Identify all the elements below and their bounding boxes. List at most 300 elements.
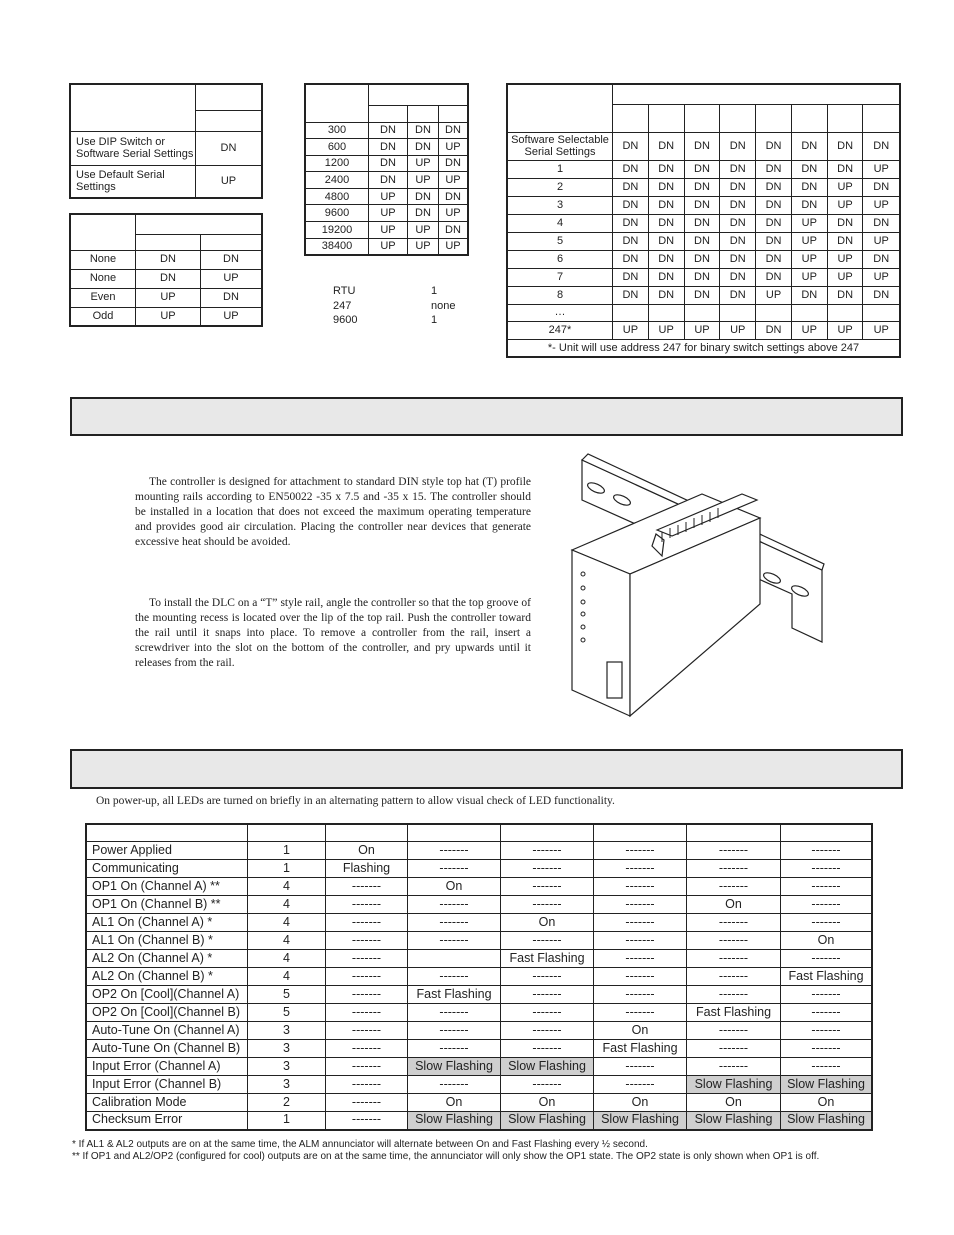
table-cell: -------	[594, 968, 687, 986]
table-cell: -------	[687, 932, 781, 950]
table-cell: On	[781, 1094, 873, 1112]
table-cell: UP	[408, 172, 439, 189]
table-cell: -------	[687, 986, 781, 1004]
table-row	[507, 268, 900, 286]
table-cell: UP	[791, 250, 827, 268]
table-cell: -------	[594, 878, 687, 896]
table-cell: -------	[408, 1076, 501, 1094]
table-cell: 1	[248, 860, 326, 878]
table-cell: -------	[326, 1004, 408, 1022]
table-cell: DN	[863, 132, 900, 160]
table-cell: -------	[326, 896, 408, 914]
table-cell: DN	[613, 286, 649, 304]
table-cell: DN	[201, 288, 263, 307]
table-cell: DN	[648, 214, 684, 232]
table-row	[86, 878, 872, 896]
table-cell: DN	[863, 250, 900, 268]
table-cell	[684, 304, 720, 321]
table-cell: UP	[863, 232, 900, 250]
table-cell: DN	[791, 286, 827, 304]
table-cell: -------	[594, 950, 687, 968]
table-cell: Calibration Mode	[86, 1094, 248, 1112]
table-cell: On	[781, 932, 873, 950]
table-cell: UP	[827, 250, 863, 268]
table-cell: DN	[613, 232, 649, 250]
table-cell: UP	[439, 238, 469, 255]
table-cell: AL1 On (Channel A) *	[86, 914, 248, 932]
table-row	[507, 250, 900, 268]
table-cell: UP	[136, 307, 201, 326]
table-cell: -------	[594, 842, 687, 860]
table-cell: UP	[648, 321, 684, 339]
table-row	[305, 188, 468, 205]
table-cell: DN	[408, 188, 439, 205]
table-cell: UP	[369, 222, 408, 239]
table-cell: DN	[648, 132, 684, 160]
table-row	[70, 165, 262, 198]
installation-text	[135, 475, 531, 550]
table-cell: UP	[369, 238, 408, 255]
table-cell: DN	[439, 122, 469, 139]
table-cell: Slow Flashing	[501, 1058, 594, 1076]
table-cell: -------	[594, 1004, 687, 1022]
table-cell: Slow Flashing	[781, 1112, 873, 1130]
default-mode: RTU	[333, 285, 356, 297]
table-cell	[827, 304, 863, 321]
table-cell: DN	[648, 178, 684, 196]
table-row	[86, 968, 872, 986]
table-cell: -------	[687, 1040, 781, 1058]
table-cell: -------	[781, 860, 873, 878]
table-cell: -------	[408, 896, 501, 914]
table-cell: -------	[781, 986, 873, 1004]
table-cell: UP	[827, 321, 863, 339]
table-cell: 2400	[305, 172, 369, 189]
default-value: 1	[431, 314, 438, 326]
table-cell: UP	[201, 269, 263, 288]
table-row	[86, 1076, 872, 1094]
table-cell: DN	[827, 132, 863, 160]
table-cell: DN	[756, 196, 792, 214]
table-cell: 5	[248, 986, 326, 1004]
table-cell: DN	[613, 178, 649, 196]
table-cell: -------	[501, 842, 594, 860]
table-cell: DN	[720, 268, 756, 286]
table-row	[507, 304, 900, 321]
table-cell: -------	[326, 1094, 408, 1112]
table-row	[305, 222, 468, 239]
table-cell: -------	[594, 1076, 687, 1094]
table-cell: 4800	[305, 188, 369, 205]
table-cell: Input Error (Channel A)	[86, 1058, 248, 1076]
installation-text	[135, 596, 531, 671]
table-cell: DN	[136, 250, 201, 269]
table-cell: DN	[720, 250, 756, 268]
address-footnote: *- Unit will use address 247 for binary switch settings above 247	[507, 339, 900, 357]
table-cell: -------	[781, 1022, 873, 1040]
table-cell: UP	[863, 196, 900, 214]
table-cell: DN	[684, 214, 720, 232]
table-cell: -------	[781, 1058, 873, 1076]
table-cell: 3	[248, 1022, 326, 1040]
table-cell: DN	[369, 155, 408, 172]
table-cell: -------	[501, 896, 594, 914]
table-cell: Slow Flashing	[687, 1076, 781, 1094]
table-row	[507, 178, 900, 196]
table-cell: -------	[594, 896, 687, 914]
table-cell: 1	[248, 1112, 326, 1130]
table-row	[507, 160, 900, 178]
table-cell: DN	[196, 131, 263, 165]
table-row	[305, 172, 468, 189]
table-cell	[613, 304, 649, 321]
table-cell: -------	[501, 1004, 594, 1022]
table-cell: DN	[201, 250, 263, 269]
table-cell: DN	[863, 178, 900, 196]
section-header-bar	[70, 749, 903, 789]
table-cell: UP	[196, 165, 263, 198]
table-cell	[720, 304, 756, 321]
table-row	[507, 132, 900, 160]
table-cell: -------	[687, 860, 781, 878]
table-cell: -------	[408, 914, 501, 932]
table-cell: -------	[501, 860, 594, 878]
table-cell: DN	[756, 178, 792, 196]
table-cell: -------	[408, 1040, 501, 1058]
table-cell: Power Applied	[86, 842, 248, 860]
table-cell: Auto-Tune On (Channel A)	[86, 1022, 248, 1040]
table-cell: DN	[863, 286, 900, 304]
table-cell: DN	[756, 232, 792, 250]
installation-paragraph: The controller is designed for attachment to standard DIN style top hat (T) profile mounting rails according to EN50022 -35 x 7.5 and -35 x 15. The controller should be installed in a location that does not exceed the maximum operating temperature and provides good air circulation. Placing the controller near devices that generate excessive heat should be avoided.	[135, 476, 531, 548]
serial-settings-source-table	[69, 83, 263, 199]
table-cell: Input Error (Channel B)	[86, 1076, 248, 1094]
table-cell: -------	[501, 968, 594, 986]
table-cell: 4	[248, 950, 326, 968]
table-cell: -------	[501, 1040, 594, 1058]
table-cell: DN	[613, 250, 649, 268]
table-cell: DN	[827, 160, 863, 178]
table-cell: 1	[507, 160, 613, 178]
table-cell: UP	[720, 321, 756, 339]
table-cell: -------	[594, 1058, 687, 1076]
table-row	[507, 321, 900, 339]
table-cell: 38400	[305, 238, 369, 255]
table-cell: AL2 On (Channel A) *	[86, 950, 248, 968]
default-value: none	[431, 299, 456, 312]
parity-table	[69, 213, 263, 327]
table-cell: Use Default Serial Settings	[70, 165, 196, 198]
table-cell: -------	[501, 1022, 594, 1040]
table-cell: UP	[201, 307, 263, 326]
table-cell: DN	[439, 222, 469, 239]
table-cell: -------	[594, 860, 687, 878]
table-cell: -------	[687, 1022, 781, 1040]
table-cell: DN	[613, 268, 649, 286]
table-cell: -------	[594, 986, 687, 1004]
table-cell: DN	[791, 196, 827, 214]
table-cell: 300	[305, 122, 369, 139]
table-cell: DN	[439, 188, 469, 205]
table-cell: On	[501, 914, 594, 932]
table-cell: UP	[756, 286, 792, 304]
table-cell: -------	[326, 932, 408, 950]
table-row	[70, 288, 262, 307]
table-cell: UP	[684, 321, 720, 339]
table-cell: -------	[326, 986, 408, 1004]
table-cell: -------	[326, 914, 408, 932]
table-cell: 8	[507, 286, 613, 304]
table-cell: 5	[507, 232, 613, 250]
table-row	[507, 286, 900, 304]
table-cell: 19200	[305, 222, 369, 239]
table-cell: -------	[326, 1076, 408, 1094]
table-cell: DN	[648, 232, 684, 250]
table-cell: DN	[720, 178, 756, 196]
table-cell: -------	[781, 878, 873, 896]
table-row	[86, 1058, 872, 1076]
table-cell: Slow Flashing	[408, 1058, 501, 1076]
table-cell: 3	[248, 1058, 326, 1076]
table-cell: DN	[613, 214, 649, 232]
table-row	[86, 1022, 872, 1040]
table-cell: -------	[687, 914, 781, 932]
din-rail-controller-illustration	[552, 452, 832, 720]
table-cell: -------	[594, 932, 687, 950]
table-cell: AL1 On (Channel B) *	[86, 932, 248, 950]
table-cell: 1	[248, 842, 326, 860]
table-cell: -------	[408, 842, 501, 860]
table-cell: DN	[408, 122, 439, 139]
table-cell: Fast Flashing	[408, 986, 501, 1004]
table-row	[86, 932, 872, 950]
table-cell: DN	[791, 178, 827, 196]
table-cell: On	[326, 842, 408, 860]
table-row	[86, 860, 872, 878]
table-cell: Slow Flashing	[594, 1112, 687, 1130]
table-cell: -------	[781, 1040, 873, 1058]
led-status-table	[85, 823, 873, 1131]
table-row	[86, 914, 872, 932]
table-row	[305, 155, 468, 172]
table-cell: UP	[827, 178, 863, 196]
table-cell: 600	[305, 139, 369, 156]
table-cell: UP	[408, 222, 439, 239]
table-cell: -------	[326, 1058, 408, 1076]
table-cell: -------	[408, 968, 501, 986]
table-row	[86, 1112, 872, 1130]
table-cell: Software Selectable Serial Settings	[507, 132, 613, 160]
table-row	[86, 842, 872, 860]
table-cell: UP	[439, 172, 469, 189]
table-cell: -------	[687, 878, 781, 896]
table-cell: Slow Flashing	[501, 1112, 594, 1130]
led-intro-text: On power-up, all LEDs are turned on briefly in an alternating pattern to allow visual check of LED functionality.	[96, 795, 615, 807]
default-baud: 9600	[333, 314, 358, 326]
table-cell: DN	[756, 250, 792, 268]
table-cell: Slow Flashing	[687, 1112, 781, 1130]
table-cell: -------	[326, 878, 408, 896]
table-cell: UP	[863, 160, 900, 178]
table-row	[86, 950, 872, 968]
table-cell: DN	[863, 214, 900, 232]
table-cell: UP	[408, 155, 439, 172]
table-cell: UP	[827, 196, 863, 214]
table-cell: UP	[791, 214, 827, 232]
table-cell: UP	[369, 188, 408, 205]
table-cell: -------	[687, 950, 781, 968]
table-cell: UP	[791, 232, 827, 250]
table-cell: DN	[648, 268, 684, 286]
table-cell: -------	[501, 878, 594, 896]
table-cell: Fast Flashing	[687, 1004, 781, 1022]
table-cell: UP	[439, 139, 469, 156]
table-row	[305, 122, 468, 139]
table-cell: DN	[720, 214, 756, 232]
table-cell: On	[594, 1022, 687, 1040]
table-row	[86, 1004, 872, 1022]
table-cell: Communicating	[86, 860, 248, 878]
table-cell: Fast Flashing	[781, 968, 873, 986]
table-cell: DN	[648, 196, 684, 214]
table-cell: OP1 On (Channel A) **	[86, 878, 248, 896]
table-row	[305, 205, 468, 222]
table-cell: -------	[501, 986, 594, 1004]
table-cell: On	[594, 1094, 687, 1112]
table-cell: 6	[507, 250, 613, 268]
table-row	[86, 1094, 872, 1112]
table-cell: DN	[791, 132, 827, 160]
table-cell: Odd	[70, 307, 136, 326]
table-cell: Auto-Tune On (Channel B)	[86, 1040, 248, 1058]
table-cell: 7	[507, 268, 613, 286]
table-cell: Flashing	[326, 860, 408, 878]
table-cell: DN	[684, 268, 720, 286]
table-cell: 3	[248, 1076, 326, 1094]
table-cell: DN	[720, 132, 756, 160]
table-cell: -------	[501, 1076, 594, 1094]
table-cell: DN	[756, 321, 792, 339]
table-cell: -------	[781, 842, 873, 860]
table-cell: -------	[326, 950, 408, 968]
table-cell: UP	[791, 321, 827, 339]
table-cell: DN	[408, 139, 439, 156]
table-row	[70, 307, 262, 326]
table-cell: On	[501, 1094, 594, 1112]
table-cell: DN	[684, 232, 720, 250]
table-cell: -------	[781, 896, 873, 914]
table-cell: 4	[248, 968, 326, 986]
table-cell: OP2 On [Cool](Channel B)	[86, 1004, 248, 1022]
table-cell: DN	[408, 205, 439, 222]
table-cell: -------	[408, 1004, 501, 1022]
section-header-bar	[70, 397, 903, 436]
table-cell: AL2 On (Channel B) *	[86, 968, 248, 986]
table-row	[86, 1040, 872, 1058]
table-cell: DN	[648, 286, 684, 304]
table-cell: DN	[369, 172, 408, 189]
table-cell: -------	[326, 1022, 408, 1040]
table-row	[305, 139, 468, 156]
table-cell	[791, 304, 827, 321]
table-cell	[863, 304, 900, 321]
table-cell: 3	[248, 1040, 326, 1058]
table-cell: -------	[326, 968, 408, 986]
table-cell: …	[507, 304, 613, 321]
table-cell: DN	[684, 178, 720, 196]
table-cell: UP	[827, 268, 863, 286]
table-cell: DN	[684, 132, 720, 160]
table-cell: Fast Flashing	[501, 950, 594, 968]
table-cell: Fast Flashing	[594, 1040, 687, 1058]
table-cell: OP2 On [Cool](Channel A)	[86, 986, 248, 1004]
table-cell: UP	[136, 288, 201, 307]
table-cell: 5	[248, 1004, 326, 1022]
table-cell: DN	[827, 214, 863, 232]
table-cell: On	[408, 878, 501, 896]
address-table	[506, 83, 901, 358]
table-cell: DN	[827, 286, 863, 304]
table-cell: 4	[248, 914, 326, 932]
table-cell: -------	[594, 914, 687, 932]
table-cell: UP	[408, 238, 439, 255]
table-cell: Slow Flashing	[781, 1076, 873, 1094]
led-footnote: ** If OP1 and AL2/OP2 (configured for cool) outputs are on at the same time, the annunciator will only show the OP1 state. The OP2 state is only shown when OP1 is off.	[72, 1151, 820, 1162]
table-cell: -------	[326, 1112, 408, 1130]
table-cell: -------	[687, 1058, 781, 1076]
table-cell: DN	[684, 196, 720, 214]
table-cell: -------	[326, 1040, 408, 1058]
default-settings-values	[431, 284, 455, 328]
table-cell: DN	[684, 286, 720, 304]
led-footnote: * If AL1 & AL2 outputs are on at the same time, the ALM annunciator will alternate between On and Fast Flashing every ½ second.	[72, 1139, 648, 1150]
table-cell: 4	[248, 878, 326, 896]
installation-paragraph: To install the DLC on a “T” style rail, angle the controller so that the top groove of the mounting recess is located over the lip of the top rail. Push the controller toward the rail until it snaps into place. To remove a controller from the rail, insert a screwdriver into the slot on the bottom of the controller, and pry upwards until it releases from the rail.	[135, 597, 531, 669]
table-cell: DN	[684, 160, 720, 178]
table-cell: -------	[781, 1004, 873, 1022]
table-cell: DN	[613, 196, 649, 214]
table-cell: 4	[507, 214, 613, 232]
table-row	[86, 986, 872, 1004]
table-cell: DN	[684, 250, 720, 268]
table-cell: DN	[720, 232, 756, 250]
table-cell: DN	[827, 232, 863, 250]
table-cell: DN	[648, 160, 684, 178]
table-cell: 1200	[305, 155, 369, 172]
table-cell: 4	[248, 932, 326, 950]
table-cell: UP	[863, 268, 900, 286]
table-cell: DN	[720, 286, 756, 304]
table-cell: DN	[756, 160, 792, 178]
default-address: 247	[333, 299, 352, 312]
table-cell: None	[70, 269, 136, 288]
table-cell: -------	[408, 932, 501, 950]
table-cell: DN	[791, 160, 827, 178]
table-cell	[648, 304, 684, 321]
table-cell: UP	[791, 268, 827, 286]
table-cell: DN	[439, 155, 469, 172]
table-cell: -------	[781, 950, 873, 968]
table-cell: DN	[369, 122, 408, 139]
table-cell: -------	[687, 968, 781, 986]
table-cell: DN	[369, 139, 408, 156]
table-row	[70, 131, 262, 165]
table-cell: 247*	[507, 321, 613, 339]
table-cell: DN	[613, 160, 649, 178]
table-cell: -------	[781, 914, 873, 932]
table-cell: UP	[369, 205, 408, 222]
table-cell: OP1 On (Channel B) **	[86, 896, 248, 914]
